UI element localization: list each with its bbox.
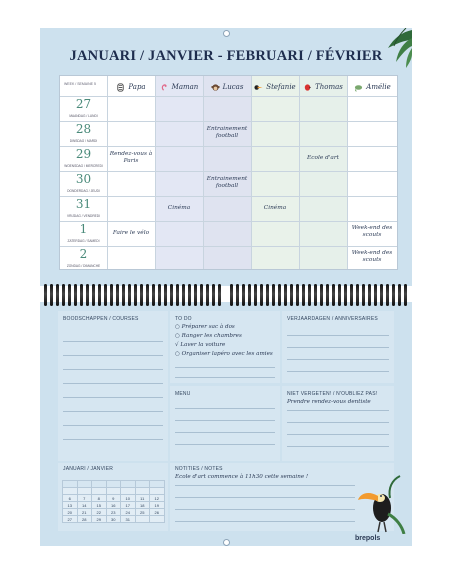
spiral-coil xyxy=(188,284,191,306)
spiral-coil xyxy=(236,284,239,306)
spiral-coil xyxy=(206,284,209,306)
grid-vline xyxy=(155,76,156,269)
grid-vline xyxy=(347,76,348,269)
brand-logo: brepols xyxy=(355,535,381,542)
note-maman-friday: Cinéma xyxy=(167,205,191,211)
spiral-coil xyxy=(146,284,149,306)
grid-hline xyxy=(60,196,397,197)
writing-line xyxy=(63,425,163,426)
writing-line xyxy=(175,432,275,433)
calendar-cell xyxy=(150,516,165,523)
person-amelie xyxy=(347,80,398,94)
spiral-coil xyxy=(128,284,131,306)
grid-hline xyxy=(60,246,397,247)
spiral-coil xyxy=(332,284,335,306)
spiral-coil xyxy=(326,284,329,306)
day-number: 1 xyxy=(79,222,88,236)
writing-line xyxy=(63,397,163,398)
writing-line xyxy=(63,341,163,342)
monkey-icon xyxy=(211,83,220,92)
notes-label: NOTITIES / NOTES xyxy=(175,466,223,472)
spiral-coil xyxy=(260,284,263,306)
note-lucas-thursday: Entrainement football xyxy=(206,176,248,189)
note-papa-wednesday: Rendez-vous à Paris xyxy=(109,151,153,164)
calendar-cell xyxy=(121,488,136,495)
spiral-coil xyxy=(248,284,251,306)
calendar-cell: 22 xyxy=(92,509,107,516)
spiral-coil xyxy=(176,284,179,306)
calendar-cell xyxy=(150,481,165,488)
writing-line xyxy=(287,371,389,372)
spiral-coil xyxy=(68,284,71,306)
calendar-cell: 25 xyxy=(135,509,150,516)
spiral-coil xyxy=(194,284,197,306)
toucan-illustration-icon xyxy=(356,474,406,534)
toucan-icon xyxy=(254,83,263,92)
calendar-cell xyxy=(106,488,121,495)
hanging-hole xyxy=(223,30,230,37)
calendar-cell: 8 xyxy=(92,495,107,502)
note-papa-saturday: Faire le vélo xyxy=(112,230,150,236)
spiral-coil xyxy=(296,284,299,306)
spiral-coil xyxy=(320,284,323,306)
day-number: 29 xyxy=(75,147,92,161)
menu-label: MENU xyxy=(175,391,191,397)
spiral-coil xyxy=(164,284,167,306)
mini-calendar-label: JANUARI / JANVIER xyxy=(63,466,114,472)
calendar-cell: 31 xyxy=(121,516,136,523)
spiral-coil xyxy=(116,284,119,306)
spiral-coil xyxy=(74,284,77,306)
writing-line xyxy=(287,434,389,435)
calendar-cell: 18 xyxy=(135,502,150,509)
calendar-cell xyxy=(135,488,150,495)
spiral-coil xyxy=(122,284,125,306)
calendar-cell xyxy=(92,481,107,488)
writing-line xyxy=(175,497,355,498)
spiral-coil xyxy=(254,284,257,306)
birthdays-label: VERJAARDAGEN / ANNIVERSAIRES xyxy=(287,316,378,322)
calendar-cell: 7 xyxy=(77,495,92,502)
spiral-coil xyxy=(44,284,47,306)
spiral-coil xyxy=(368,284,371,306)
calendar-week xyxy=(63,495,165,502)
day-name: DINSDAG / MARDI xyxy=(69,139,98,143)
grid-hline xyxy=(60,96,397,97)
writing-line xyxy=(63,411,163,412)
person-name: Amélie xyxy=(366,83,391,91)
day-number: 2 xyxy=(79,247,88,261)
spiral-coil xyxy=(86,284,89,306)
calendar-cell: 15 xyxy=(92,502,107,509)
calendar-week xyxy=(63,502,165,509)
spiral-coil xyxy=(398,284,401,306)
dont-forget-note: Prendre rendez-vous dentiste xyxy=(287,399,371,405)
day-name: ZATERDAG / SAMEDI xyxy=(67,239,100,243)
week-number-label: WEEK / SEMAINE 5 xyxy=(64,82,96,86)
writing-line xyxy=(63,355,163,356)
note-amelie-sunday: Week-end des scouts xyxy=(351,250,393,263)
person-name: Papa xyxy=(128,83,146,91)
note-stefanie-friday: Cinéma xyxy=(263,205,287,211)
spiral-binding xyxy=(44,284,408,308)
calendar-cell: 11 xyxy=(135,495,150,502)
calendar-cell: 28 xyxy=(77,516,92,523)
grid-hline xyxy=(60,121,397,122)
spiral-coil xyxy=(278,284,281,306)
writing-line xyxy=(287,422,389,423)
week-grid xyxy=(59,75,398,270)
day-name: WOENSDAG / MERCREDI xyxy=(64,164,103,168)
page-title: JANUARI / JANVIER - FEBRUARI / FÉVRIER xyxy=(69,48,383,64)
note-lucas-tuesday: Entrainement football xyxy=(206,126,248,139)
parrot-icon xyxy=(303,83,312,92)
writing-line xyxy=(287,359,389,360)
calendar-cell: 30 xyxy=(106,516,121,523)
calendar-cell xyxy=(77,488,92,495)
shopping-box xyxy=(58,311,168,461)
todo-box xyxy=(170,311,280,383)
spiral-coil xyxy=(350,284,353,306)
spiral-coil xyxy=(218,284,221,306)
calendar-cell: 13 xyxy=(63,502,78,509)
calendar-cell: 23 xyxy=(106,509,121,516)
menu-box xyxy=(170,386,280,461)
writing-line xyxy=(175,521,355,522)
writing-line xyxy=(287,335,389,336)
calendar-cell: 10 xyxy=(121,495,136,502)
todo-item[interactable]: ○ Organiser lapéro avec les amies xyxy=(175,351,273,357)
calendar-cell: 24 xyxy=(121,509,136,516)
todo-item[interactable]: ○ Préparer sac à dos xyxy=(175,324,235,330)
lucas-column-shade xyxy=(203,76,251,269)
writing-line xyxy=(175,377,275,378)
calendar-cell xyxy=(106,481,121,488)
spiral-coil xyxy=(80,284,83,306)
calendar-cell xyxy=(150,488,165,495)
calendar-cell: 26 xyxy=(150,509,165,516)
todo-item[interactable]: ○ Ranger les chambres xyxy=(175,333,242,339)
day-number: 30 xyxy=(75,172,92,186)
person-name: Maman xyxy=(171,83,199,91)
writing-line xyxy=(63,369,163,370)
grid-vline xyxy=(107,76,108,269)
spiral-coil xyxy=(344,284,347,306)
zebra-icon xyxy=(116,83,125,92)
spiral-coil xyxy=(362,284,365,306)
grid-vline xyxy=(203,76,204,269)
person-maman xyxy=(155,80,203,94)
calendar-cell: 12 xyxy=(150,495,165,502)
spiral-coil xyxy=(290,284,293,306)
calendar-week xyxy=(63,516,165,523)
calendar-cell xyxy=(92,488,107,495)
day-number: 27 xyxy=(75,97,92,111)
spiral-coil xyxy=(170,284,173,306)
writing-line xyxy=(175,408,275,409)
todo-item[interactable]: √ Laver la voiture xyxy=(175,342,226,348)
writing-line xyxy=(287,446,389,447)
spiral-coil xyxy=(158,284,161,306)
calendar-cell: 21 xyxy=(77,509,92,516)
spiral-coil xyxy=(392,284,395,306)
mini-calendar xyxy=(62,480,165,523)
calendar-cell xyxy=(77,481,92,488)
spiral-coil xyxy=(242,284,245,306)
day-name: VRIJDAG / VENDREDI xyxy=(67,214,100,218)
grid-vline xyxy=(251,76,252,269)
calendar-cell: 17 xyxy=(121,502,136,509)
dont-forget-label: NIET VERGETEN! / N'OUBLIEZ PAS! xyxy=(287,391,378,397)
calendar-cell: 6 xyxy=(63,495,78,502)
spiral-coil xyxy=(110,284,113,306)
spiral-coil xyxy=(314,284,317,306)
spiral-coil xyxy=(308,284,311,306)
person-name: Stefanie xyxy=(266,83,296,91)
chameleon-icon xyxy=(354,83,363,92)
hanging-hole-bottom xyxy=(223,539,230,546)
spiral-coil xyxy=(230,284,233,306)
writing-line xyxy=(63,439,163,440)
spiral-coil xyxy=(56,284,59,306)
writing-line xyxy=(63,383,163,384)
calendar-cell: 29 xyxy=(92,516,107,523)
grid-hline xyxy=(60,171,397,172)
thomas-column-shade xyxy=(299,76,347,269)
birthdays-box xyxy=(282,311,394,383)
day-name: DONDERDAG / JEUDI xyxy=(67,189,100,193)
writing-line xyxy=(175,444,275,445)
calendar-cell: 19 xyxy=(150,502,165,509)
calendar-cell xyxy=(63,481,78,488)
calendar-cell: 20 xyxy=(63,509,78,516)
writing-line xyxy=(175,485,355,486)
day-name: MAANDAG / LUNDI xyxy=(69,114,98,118)
day-number: 31 xyxy=(75,197,92,211)
flamingo-icon xyxy=(160,83,169,92)
spiral-coil xyxy=(62,284,65,306)
person-name: Thomas xyxy=(315,83,343,91)
calendar-week xyxy=(63,509,165,516)
grid-hline xyxy=(60,221,397,222)
person-papa xyxy=(107,80,155,94)
notes-text: Ecole d'art commence à 11h30 cette semaine ! xyxy=(175,474,309,480)
spiral-coil xyxy=(272,284,275,306)
spiral-coil xyxy=(104,284,107,306)
writing-line xyxy=(175,420,275,421)
spiral-coil xyxy=(356,284,359,306)
dont-forget-box xyxy=(282,386,394,461)
spiral-coil xyxy=(92,284,95,306)
note-amelie-saturday: Week-end des scouts xyxy=(351,225,393,238)
calendar-cell xyxy=(135,481,150,488)
spiral-coil xyxy=(134,284,137,306)
spiral-coil xyxy=(182,284,185,306)
person-stefanie xyxy=(251,80,299,94)
note-thomas-wednesday: Ecole d'art xyxy=(307,155,339,161)
todo-label: TO DO xyxy=(175,316,192,322)
spiral-coil xyxy=(386,284,389,306)
spiral-coil xyxy=(380,284,383,306)
spiral-coil xyxy=(284,284,287,306)
shopping-label: BOODSCHAPPEN / COURSES xyxy=(63,316,139,322)
writing-line xyxy=(175,367,275,368)
day-name: ZONDAG / DIMANCHE xyxy=(66,264,101,268)
calendar-cell: 16 xyxy=(106,502,121,509)
spiral-coil xyxy=(374,284,377,306)
spiral-coil xyxy=(266,284,269,306)
spiral-coil xyxy=(98,284,101,306)
writing-line xyxy=(287,410,389,411)
grid-vline xyxy=(299,76,300,269)
calendar-week xyxy=(63,481,165,488)
spiral-coil xyxy=(338,284,341,306)
spiral-coil xyxy=(404,284,407,306)
person-lucas xyxy=(203,80,251,94)
spiral-coil xyxy=(152,284,155,306)
stefanie-column-shade xyxy=(251,76,299,269)
calendar-cell: 27 xyxy=(63,516,78,523)
calendar-cell xyxy=(135,516,150,523)
spiral-coil xyxy=(212,284,215,306)
person-name: Lucas xyxy=(222,83,244,91)
day-number: 28 xyxy=(75,122,92,136)
calendar-cell: 9 xyxy=(106,495,121,502)
spiral-coil xyxy=(200,284,203,306)
writing-line xyxy=(287,347,389,348)
calendar-cell: 14 xyxy=(77,502,92,509)
spiral-coil xyxy=(140,284,143,306)
calendar-cell xyxy=(63,488,78,495)
person-thomas xyxy=(299,80,347,94)
calendar-week xyxy=(63,488,165,495)
calendar-cell xyxy=(121,481,136,488)
writing-line xyxy=(175,509,355,510)
grid-hline xyxy=(60,146,397,147)
maman-column-shade xyxy=(155,76,203,269)
spiral-coil xyxy=(302,284,305,306)
spiral-coil xyxy=(50,284,53,306)
